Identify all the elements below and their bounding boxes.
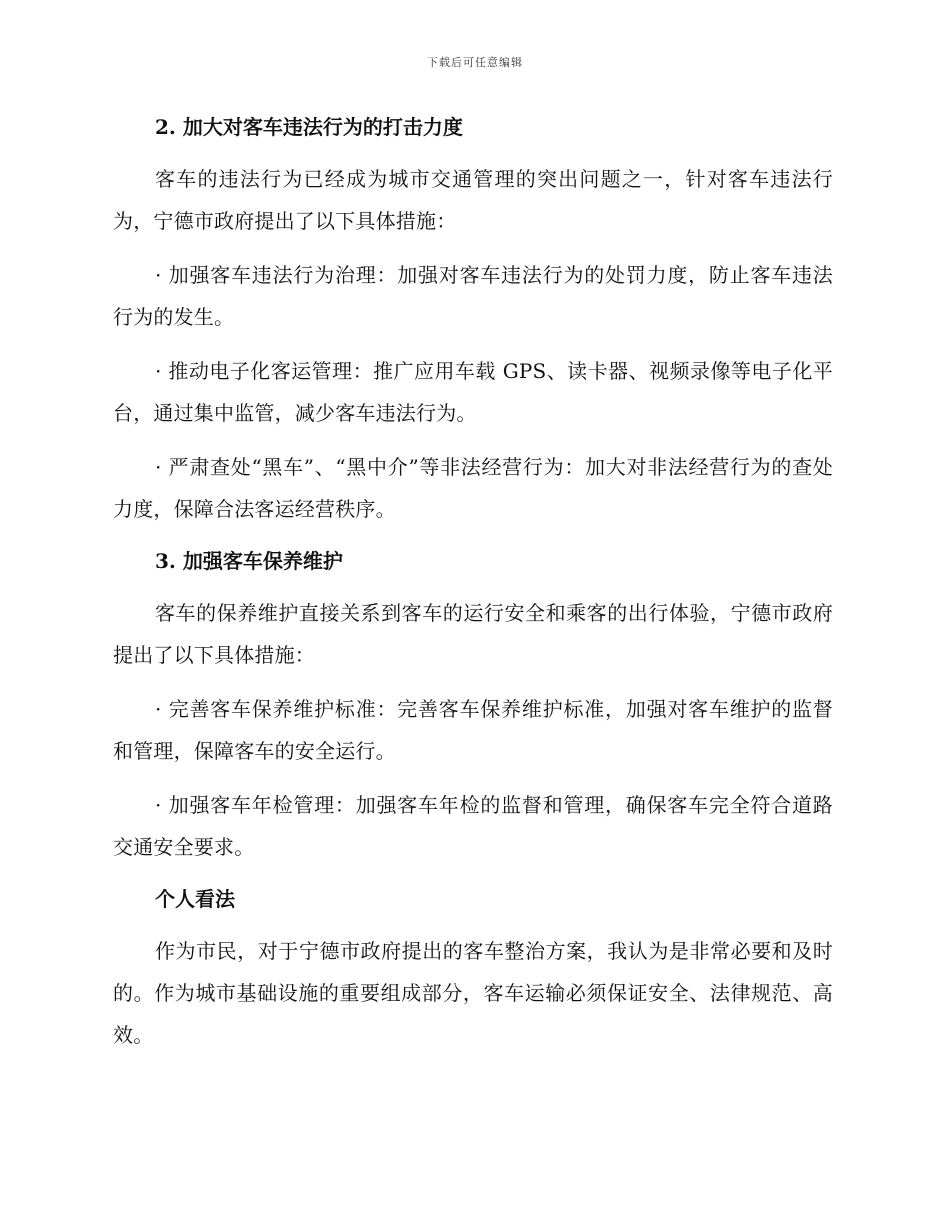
bullet-paragraph: · 严肃查处“黑车”、“黑中介”等非法经营行为：加大对非法经营行为的查处力度，保障合法客运经营秩序。 xyxy=(113,455,833,521)
section-personal-opinion xyxy=(113,880,833,1056)
page-header: 下载后可任意编辑 xyxy=(427,56,523,69)
bullet-paragraph: · 推动电子化客运管理：推广应用车载 GPS、读卡器、视频录像等电子化平台，通过集中监管，减少客车违法行为。 xyxy=(113,359,833,425)
section-heading: 个人看法 xyxy=(155,887,235,911)
bullet-paragraph: · 加强客车违法行为治理：加强对客车违法行为的处罚力度，防止客车违法行为的发生。 xyxy=(113,263,833,329)
bullet-paragraph: · 加强客车年检管理：加强客车年检的监督和管理，确保客车完全符合道路交通安全要求。 xyxy=(113,793,833,859)
paragraph: 客车的违法行为已经成为城市交通管理的突出问题之一，针对客车违法行为，宁德市政府提出了以下具体措施： xyxy=(113,167,833,233)
section-heading: 2. 加大对客车违法行为的打击力度 xyxy=(155,115,463,139)
document-body xyxy=(113,108,833,1068)
section-crackdown-violations xyxy=(113,108,833,530)
section-maintenance xyxy=(113,542,833,868)
paragraph: 作为市民，对于宁德市政府提出的客车整治方案，我认为是非常必要和及时的。作为城市基础设施的重要组成部分，客车运输必须保证安全、法律规范、高效。 xyxy=(113,939,833,1047)
bullet-paragraph: · 完善客车保养维护标准：完善客车保养维护标准，加强对客车维护的监督和管理，保障客车的安全运行。 xyxy=(113,697,833,763)
paragraph: 客车的保养维护直接关系到客车的运行安全和乘客的出行体验，宁德市政府提出了以下具体措施： xyxy=(113,601,833,667)
section-heading: 3. 加强客车保养维护 xyxy=(155,549,343,573)
